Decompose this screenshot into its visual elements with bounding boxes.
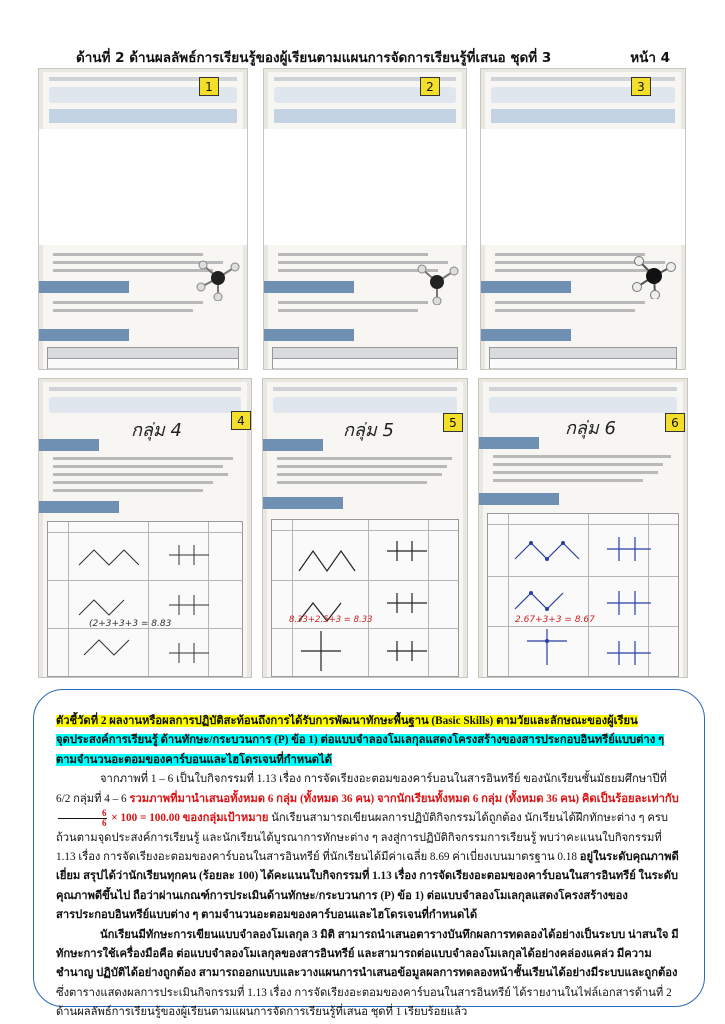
molecule-drawings <box>291 531 461 671</box>
photo-marker: 5 <box>443 413 463 432</box>
worksheet-photo-4 <box>38 378 252 678</box>
score-sum-note: 2.67+3+3 = 8.67 <box>515 615 595 625</box>
summary-p1-a: จากภาพที่ 1 – 6 เป็นใบกิจกรรมที่ 1.13 เรื่อง การจัดเรียงอะตอมของคาร์บอนในสารอินทรีย์ ของนักเรียนชั้นมัธยมศึกษาปีที่ 6/2 กลุ่มที่ 4 – 6 <box>56 773 667 805</box>
worksheet-photo-6 <box>478 378 688 678</box>
group-label: กลุ่ม 6 <box>565 418 616 439</box>
fraction-denominator: 6 <box>102 818 107 829</box>
page-title: ด้านที่ 2 ด้านผลลัพธ์การเรียนรู้ของผู้เรียนตามแผนการจัดการเรียนรู้ที่เสนอ ชุดที่ 3 <box>76 50 552 66</box>
summary-p1-c: × 100 = 100.00 ของกลุ่มเป้าหมาย <box>111 812 269 825</box>
page-number: หน้า 4 <box>630 50 670 66</box>
page-header <box>70 44 670 66</box>
molecule-model-icon <box>631 253 677 299</box>
molecule-model-icon <box>195 255 241 301</box>
summary-p2-b: ซึ่งตารางแสดงผลการประเมินกิจกรรมที่ 1.13 เรื่อง การจัดเรียงอะตอมของคาร์บอนในสารอินทรีย์ ได้รายงานในไฟล์เอกสารด้านที่ 2 ด้านผลลัพธ์การเรียนรู้ของผู้เรียนตามแผนการจัดการเรียนรู้ที่เสนอ ชุดที่ 1 เรียบร้อยแล้ว <box>56 986 672 1019</box>
indicator-line-3: ตามจำนวนอะตอมของคาร์บอนและไฮโดรเจนที่กำหนดได้ <box>56 753 332 766</box>
summary-p1-d: นักเรียนสามารถเขียนผลการปฏิบัติกิจกรรมได้ถูกต้อง นักเรียนได้ฝึกทักษะต่าง ๆ ครบถ้วนตามจุดประสงค์การเรียนรู้ และนักเรียนได้บูรณาการทักษะต่าง ๆ ลงสู่การปฏิบัติกิจกรรมการเรียนรู้ พบว่าคะแนนใบกิจกรรมที่ 1.13 เรื่อง การจัดเรียงอะตอมของคาร์บอนในสารอินทรีย์ ที่นักเรียนได้มีค่าเฉลี่ย 8.69 ค่าเบี่ยงเบนมาตรฐาน 0.18 <box>56 812 668 863</box>
indicator-line-2: จุดประสงค์การเรียนรู้ ด้านทักษะ/กระบวนการ (P) ข้อ 1) ต่อแบบจำลองโมเลกุลแสดงโครงสร้างของสารประกอบอินทรีย์แบบต่าง ๆ <box>56 734 664 747</box>
group-label: กลุ่ม 4 <box>131 420 182 441</box>
worksheet-photo-3 <box>480 68 686 370</box>
score-sum-note: 8.33+2.5+3 = 8.33 <box>289 615 373 625</box>
fraction-numerator: 6 <box>58 809 107 819</box>
summary-paragraph-1 <box>56 770 682 925</box>
group-label: กลุ่ม 5 <box>343 420 394 441</box>
indicator-heading <box>56 712 682 770</box>
photo-marker: 6 <box>665 413 685 432</box>
indicator-line-1: ตัวชี้วัดที่ 2 ผลงานหรือผลการปฏิบัติสะท้อนถึงการได้รับการพัฒนาทักษะพื้นฐาน (Basic Skills) ตามวัยและลักษณะของผู้เรียน <box>56 715 638 727</box>
summary-p1-e: อยู่ในระดับคุณภาพดีเยี่ยม สรุปได้ว่านักเรียนทุกคน (ร้อยละ 100) ได้คะแนนใบกิจกรรมที่ 1.13 เรื่อง การจัดเรียงอะตอมของคาร์บอนในสารอินทรีย์ ในระดับคุณภาพดีขึ้นไป ถือว่าผ่านเกณฑ์การประเมินด้านทักษะ/กระบวนการ (P) ข้อ 1) ต่อแบบจำลองโมเลกุลแสดงโครงสร้างของสารประกอบอินทรีย์แบบต่าง ๆ ตามจำนวนอะตอมของคาร์บอนและไฮโดรเจนที่กำหนดได้ <box>56 850 679 922</box>
summary-paragraph-2 <box>56 926 682 1023</box>
molecule-drawings <box>507 529 683 675</box>
summary-p1-b: รวมภาพที่มานำเสนอทั้งหมด 6 กลุ่ม (ทั้งหมด 36 คน) จากนักเรียนทั้งหมด 6 กลุ่ม (ทั้งหมด 36 คน) คิดเป็นร้อยละเท่ากับ <box>129 792 679 805</box>
molecule-model-icon <box>414 259 460 305</box>
photo-marker: 2 <box>420 77 440 96</box>
photo-marker: 3 <box>631 77 651 96</box>
worksheet-photo-2 <box>263 68 467 370</box>
worksheet-photo-1 <box>38 68 248 370</box>
percentage-fraction <box>58 809 107 828</box>
score-sum-note: (2+3+3+3 = 8.83 <box>89 619 172 629</box>
worksheet-photo-5 <box>262 378 468 678</box>
molecule-drawings <box>69 535 239 675</box>
summary-p2-a: นักเรียนมีทักษะการเขียนแบบจำลองโมเลกุล 3 มิติ สามารถนำเสนอตารางบันทึกผลการทดลองได้อย่างเป็นระบบ น่าสนใจ มีทักษะการใช้เครื่องมือคือ ต่อแบบจำลองโมเลกุลของสารอินทรีย์ และสามารถต่อแบบจำลองโมเลกุลได้อย่างคล่องแคล่ว มีความชำนาญ ปฏิบัติได้อย่างถูกต้อง สามารถออกแบบและวางแผนการนำเสนอข้อมูลผลการทดลองหน้าชั้นเรียนได้อย่างมีระบบและถูกต้อง <box>56 928 679 980</box>
photo-marker: 4 <box>231 411 251 430</box>
indicator-summary-box <box>33 689 705 1019</box>
photo-marker: 1 <box>199 77 219 96</box>
